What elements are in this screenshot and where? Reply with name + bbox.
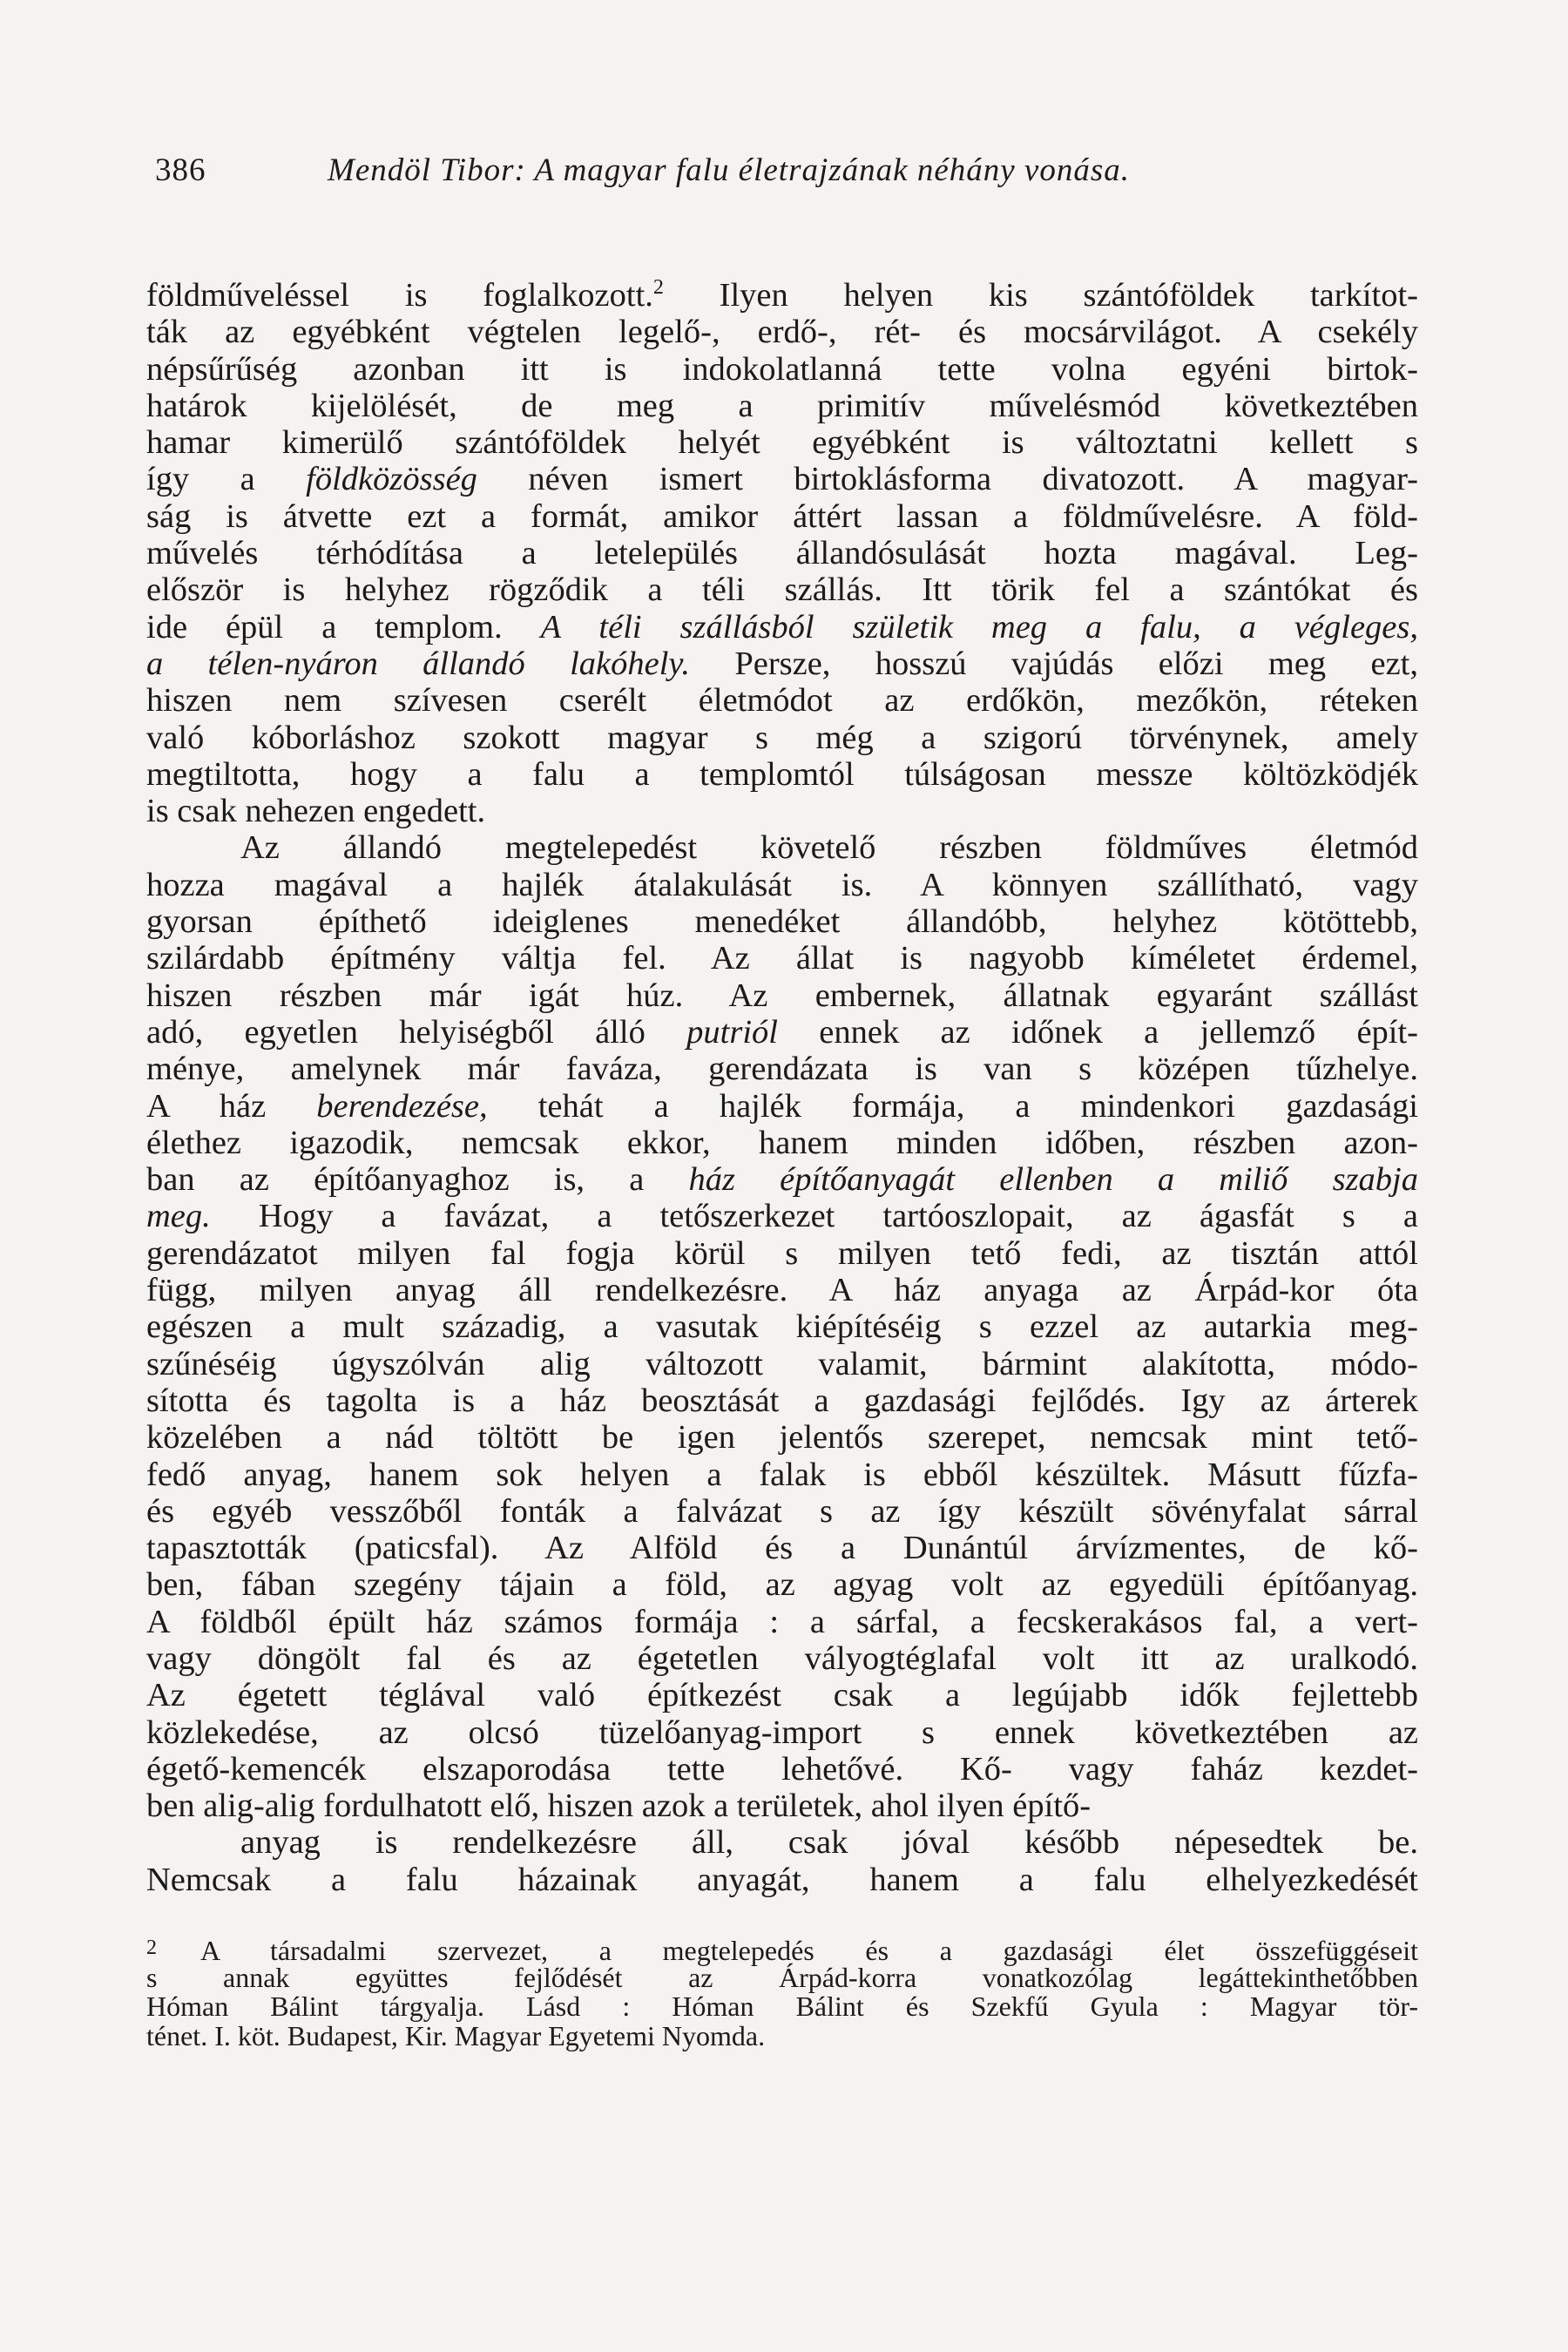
text-segment: hiszen nem szívesen cserélt életmódot az erdőkön, mezőkön, réteken bbox=[146, 682, 1418, 720]
text-line bbox=[146, 720, 1418, 756]
text-segment: népsűrűség azonban itt is indokolatlanná tette volna egyéni birtok- bbox=[146, 350, 1418, 388]
text-segment: A földből épült ház számos formája : a sárfal, a fecskerakásos fal, a vert- bbox=[146, 1603, 1418, 1640]
text-segment: ide épül a templom. bbox=[146, 608, 541, 645]
text-segment: is csak nehezen engedett. bbox=[146, 793, 486, 830]
text-segment: hiszen részben már igát húz. Az embernek, állatnak egyaránt szállást bbox=[146, 977, 1418, 1014]
text-line bbox=[146, 1493, 1418, 1530]
text-line bbox=[146, 903, 1418, 940]
text-line bbox=[146, 1862, 1418, 1898]
text-segment: így a bbox=[146, 461, 307, 498]
text-segment: Persze, hosszú vajúdás előzi meg ezt, bbox=[690, 645, 1418, 682]
text-line bbox=[146, 498, 1418, 535]
text-segment: élethez igazodik, nemcsak ekkor, hanem minden időben, részben azon- bbox=[146, 1124, 1418, 1161]
footnote-text: s annak együttes fejlődését az Árpád-korra vonatkozólag legáttekinthetőbben bbox=[146, 1961, 1418, 1993]
text-segment: vagy döngölt fal és az égetetlen vályogtéglafal volt itt az uralkodó. bbox=[146, 1639, 1418, 1677]
text-segment: fedő anyag, hanem sok helyen a falak is ebből készültek. Másutt fűzfa- bbox=[146, 1456, 1418, 1493]
text-segment: ban az építőanyaghoz is, a bbox=[146, 1161, 689, 1199]
text-segment: közelében a nád töltött be igen jelentős szerepet, nemcsak mint tető- bbox=[146, 1419, 1418, 1456]
footnote-line bbox=[146, 1963, 1418, 1993]
text-segment: égető-kemencék elszaporodása tette lehetővé. Kő- vagy faház kezdet- bbox=[146, 1750, 1418, 1788]
text-segment: Az állandó megtelepedést követelő részben földműves életmód bbox=[240, 829, 1418, 867]
page-number: 386 bbox=[155, 152, 206, 188]
text-segment: Ilyen helyen kis szántóföldek tarkítot- bbox=[663, 277, 1418, 314]
footnote-reference: 2 bbox=[652, 276, 664, 299]
text-line bbox=[146, 1419, 1418, 1456]
text-segment: gyorsan építhető ideiglenes menedéket állandóbb, helyhez kötöttebb, bbox=[146, 903, 1418, 941]
text-line bbox=[146, 1308, 1418, 1345]
text-segment: tapasztották (paticsfal). Az Alföld és a Dunántúl árvízmentes, de kő- bbox=[146, 1530, 1418, 1567]
text-line bbox=[146, 1714, 1418, 1751]
text-line bbox=[146, 1530, 1418, 1566]
text-segment: közlekedése, az olcsó tüzelőanyag-import s ennek következtében az bbox=[146, 1713, 1418, 1751]
text-segment: A ház bbox=[146, 1087, 317, 1125]
text-segment: hozza magával a hajlék átalakulását is. A könnyen szállítható, vagy bbox=[146, 866, 1418, 903]
text-line bbox=[146, 1014, 1418, 1051]
text-line bbox=[146, 1198, 1418, 1234]
text-line bbox=[146, 645, 1418, 682]
running-head bbox=[155, 150, 1427, 192]
text-segment: határok kijelölését, de meg a primitív művelésmód következtében bbox=[146, 387, 1418, 424]
footnote-text: Hóman Bálint tárgyalja. Lásd : Hóman Bálint és Szekfű Gyula : Magyar tör- bbox=[146, 1990, 1418, 2022]
text-line bbox=[146, 609, 1418, 645]
text-segment: szilárdabb építmény váltja fel. Az állat is nagyobb kíméletet érdemel, bbox=[146, 940, 1418, 977]
text-segment: megtiltotta, hogy a falu a templomtól túlságosan messze költözködjék bbox=[146, 755, 1418, 793]
text-segment: anyag is rendelkezésre áll, csak jóval később népesedtek be. bbox=[240, 1824, 1418, 1862]
text-line bbox=[146, 1235, 1418, 1272]
italic-segment: putriól bbox=[686, 1013, 778, 1051]
text-segment: egészen a mult századig, a vasutak kiépítéséig s ezzel az autarkia meg- bbox=[146, 1308, 1418, 1346]
text-line bbox=[146, 977, 1418, 1014]
text-segment: földműveléssel is foglalkozott. bbox=[146, 277, 653, 314]
italic-segment: meg. bbox=[146, 1198, 211, 1235]
footnote-text: A társadalmi szervezet, a megtelepedés és a gazdasági élet összefüggéseit bbox=[200, 1935, 1418, 1966]
text-line bbox=[146, 1382, 1418, 1419]
text-line bbox=[146, 1272, 1418, 1308]
text-line bbox=[146, 535, 1418, 571]
text-line bbox=[146, 1051, 1418, 1087]
running-title: Mendöl Tibor: A magyar falu életrajzának néhány vonása. bbox=[328, 152, 1130, 188]
text-segment: néven ismert birtoklásforma divatozott. A magyar- bbox=[476, 461, 1418, 498]
text-line bbox=[146, 571, 1418, 608]
text-line bbox=[146, 1788, 1418, 1824]
italic-segment: földközösség bbox=[306, 461, 477, 498]
text-segment: Az égetett téglával való építkezést csak a legújabb idők fejlettebb bbox=[146, 1677, 1418, 1714]
footnote-line bbox=[146, 1934, 1418, 1966]
text-line bbox=[146, 1161, 1418, 1198]
text-line bbox=[146, 461, 1418, 497]
text-line bbox=[146, 793, 1418, 829]
text-segment: szűnéséig úgyszólván alig változott valamit, bármint alakította, módo- bbox=[146, 1345, 1418, 1382]
text-segment: ság is átvette ezt a formát, amikor áttért lassan a földművelésre. A föld- bbox=[146, 497, 1418, 535]
text-segment: ták az egyébként végtelen legelő-, erdő-, rét- és mocsárvilágot. A csekély bbox=[146, 314, 1418, 351]
text-line bbox=[146, 1824, 1418, 1861]
text-line bbox=[146, 940, 1418, 977]
text-segment: Hogy a favázat, a tetőszerkezet tartóoszlopait, az ágasfát s a bbox=[210, 1198, 1418, 1235]
italic-segment: a télen-nyáron állandó lakóhely. bbox=[146, 645, 691, 682]
text-line bbox=[146, 682, 1418, 719]
text-line bbox=[146, 424, 1418, 461]
text-line bbox=[146, 277, 1418, 314]
text-segment: ennek az időnek a jellemző épít- bbox=[777, 1013, 1419, 1051]
text-segment: adó, egyetlen helyiségből álló bbox=[146, 1013, 687, 1051]
footnote-marker: 2 bbox=[146, 1936, 157, 1959]
text-line bbox=[146, 314, 1418, 350]
text-line bbox=[146, 867, 1418, 903]
footnote-line bbox=[146, 2019, 1418, 2051]
text-line bbox=[146, 829, 1418, 866]
text-line bbox=[146, 1456, 1418, 1493]
text-segment: gerendázatot milyen fal fogja körül s milyen tető fedi, az tisztán attól bbox=[146, 1234, 1418, 1272]
text-line bbox=[146, 1640, 1418, 1677]
italic-segment: ház építőanyagát ellenben a miliő szabja bbox=[688, 1161, 1418, 1199]
text-segment: ben, fában szegény tájain a föld, az agyag volt az egyedüli építőanyag. bbox=[146, 1566, 1418, 1604]
text-segment: ben alig-alig fordulhatott elő, hiszen azok a területek, ahol ilyen építő- bbox=[146, 1788, 1092, 1825]
text-segment: tehát a hajlék formája, a mindenkori gazdasági bbox=[487, 1087, 1418, 1125]
italic-segment: A téli szállásból születik meg a falu, a végleges, bbox=[540, 608, 1418, 645]
text-segment: Nemcsak a falu házainak anyagát, hanem a falu elhelyezkedését bbox=[146, 1861, 1418, 1898]
text-segment: először is helyhez rögződik a téli szállás. Itt törik fel a szántókat és bbox=[146, 571, 1418, 609]
text-segment: függ, milyen anyag áll rendelkezésre. A ház anyaga az Árpád-kor óta bbox=[146, 1272, 1418, 1309]
text-line bbox=[146, 1088, 1418, 1125]
text-line bbox=[146, 1346, 1418, 1382]
text-segment: és egyéb vesszőből fonták a falvázat s az így készült sövényfalat sárral bbox=[146, 1492, 1418, 1530]
text-line bbox=[146, 1751, 1418, 1788]
text-segment: ménye, amelynek már faváza, gerendázata is van s középen tűzhelye. bbox=[146, 1051, 1418, 1088]
text-line bbox=[146, 388, 1418, 424]
text-segment: művelés térhódítása a letelepülés állandósulását hozta magával. Leg- bbox=[146, 535, 1418, 572]
footnote-line bbox=[146, 1992, 1418, 2022]
text-line bbox=[146, 351, 1418, 388]
text-line bbox=[146, 1125, 1418, 1161]
footnote-text: ténet. I. köt. Budapest, Kir. Magyar Egyetemi Nyomda. bbox=[146, 2019, 766, 2051]
text-segment: hamar kimerülő szántóföldek helyét egyébként is változtatni kellett s bbox=[146, 424, 1418, 462]
text-segment: sította és tagolta is a ház beosztását a gazdasági fejlődés. Igy az árterek bbox=[146, 1382, 1418, 1419]
text-line bbox=[146, 1604, 1418, 1640]
text-segment: való kóborláshoz szokott magyar s még a szigorú törvénynek, amely bbox=[146, 719, 1418, 756]
italic-segment: berendezése, bbox=[316, 1087, 488, 1125]
text-line bbox=[146, 1677, 1418, 1713]
text-line bbox=[146, 756, 1418, 793]
text-line bbox=[146, 1566, 1418, 1603]
main-text bbox=[146, 277, 1418, 1898]
footnotes bbox=[146, 1934, 1418, 2051]
